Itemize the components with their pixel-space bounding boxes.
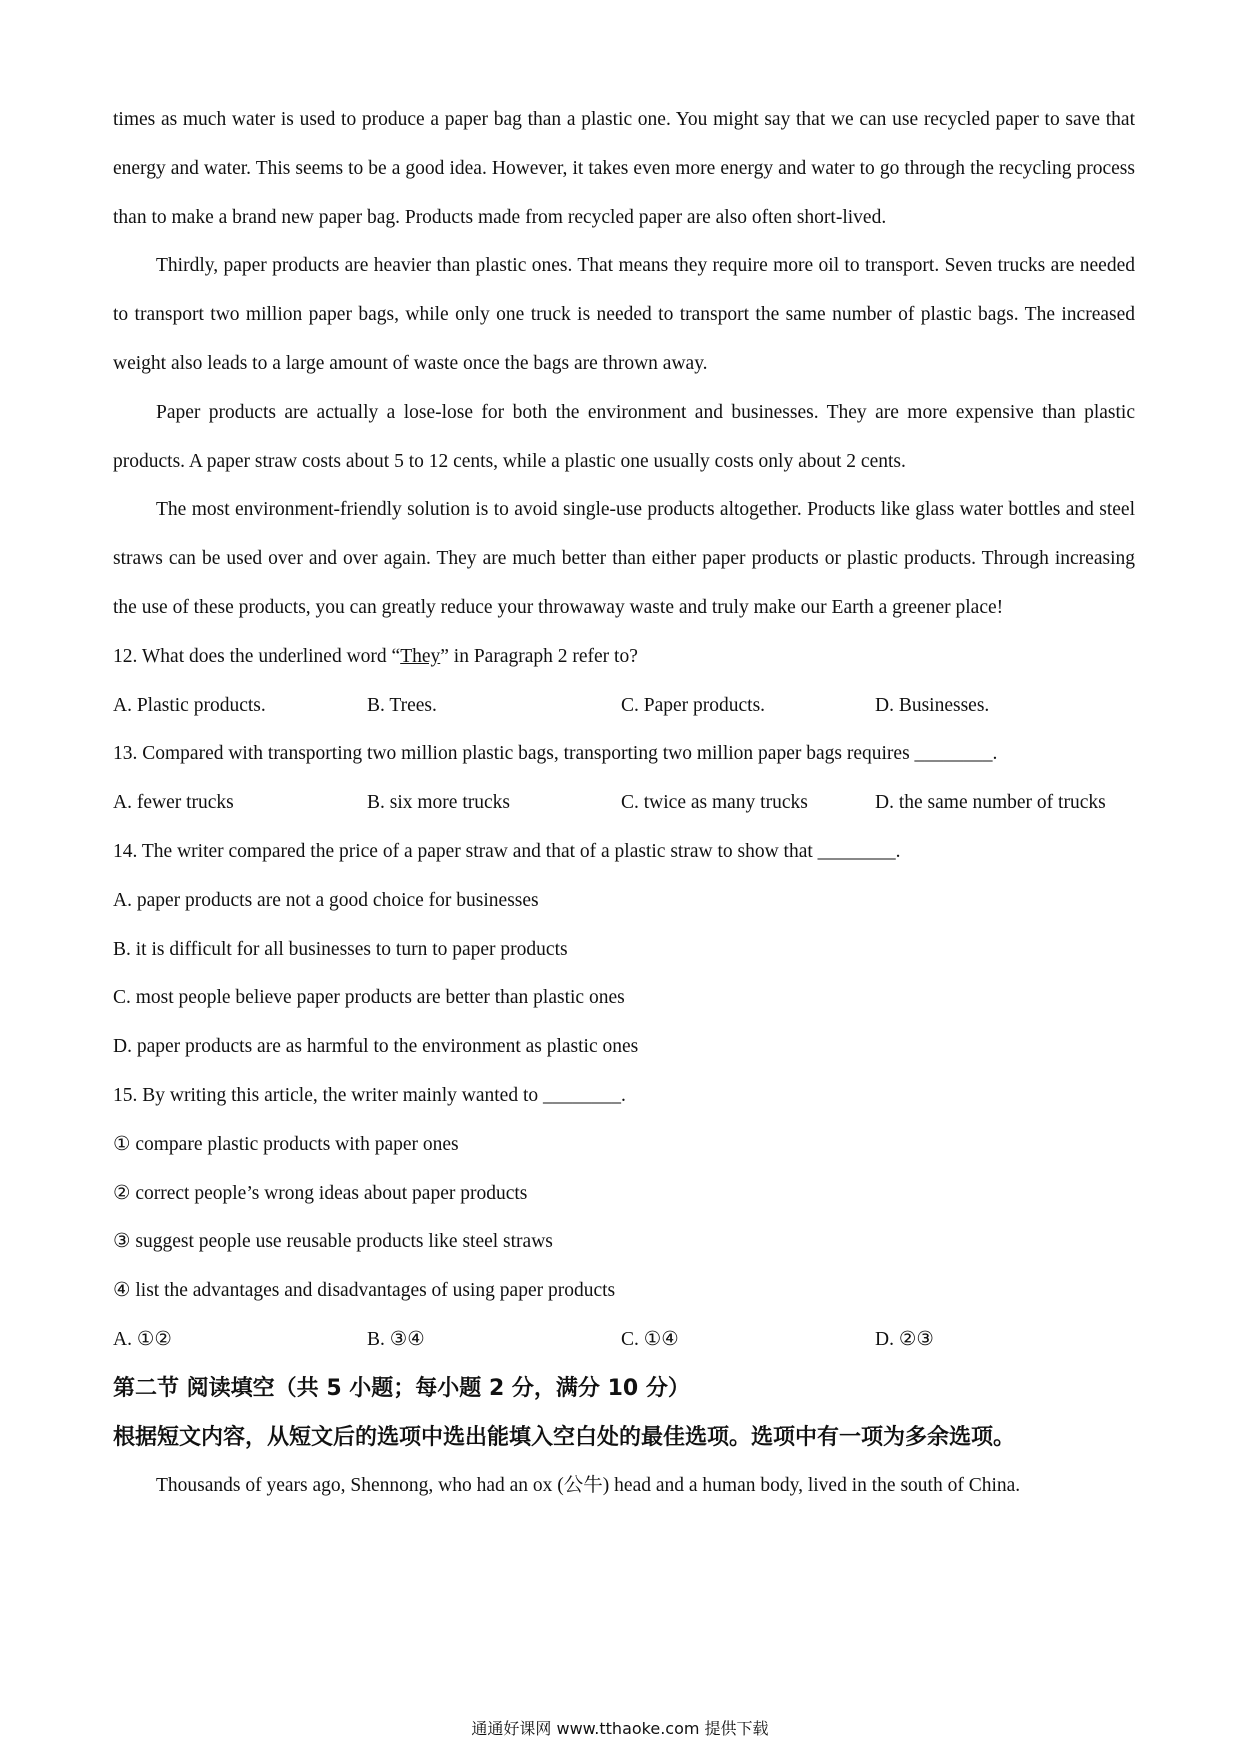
option-d: D. paper products are as harmful to the environment as plastic ones [113,1036,639,1058]
option-a: A. Plastic products. [113,694,266,716]
option-c: C. ①④ [621,1328,679,1350]
option-d: D. ②③ [875,1328,934,1350]
option-b: B. six more trucks [367,792,510,814]
section-passage-start: Thousands of years ago, Shennong, who had an ox (公牛) head and a human body, lived in the south of China. [156,1475,1021,1497]
statement-item-1: ① compare plastic products with paper ones [113,1133,459,1155]
option-d: D. the same number of trucks [875,792,1106,814]
option-d: D. Businesses. [875,694,990,716]
question-12-stem [113,633,1135,682]
option-b: B. Trees. [367,694,437,716]
option-b: B. ③④ [367,1328,425,1350]
question-15-options [113,1316,1135,1365]
question-13-options [113,779,1135,828]
exam-page [113,96,1135,1511]
question-12-stem-pre: 12. What does the underlined word “ [113,645,401,667]
passage-paragraph-1: times as much water is used to produce a paper bag than a plastic one. You might say that we can use recycled paper to save that energy and water. This seems to be a good idea. However, it takes even more energy and water to go through the recycling process than to make a brand new paper bag. Products made from recycled paper are also often short-lived. [113,109,1135,228]
question-12-options [113,682,1135,731]
question-13-stem: 13. Compared with transporting two million plastic bags, transporting two million paper bags requires ________. [113,743,998,765]
option-a: A. paper products are not a good choice for businesses [113,889,539,911]
option-c: C. twice as many trucks [621,792,808,814]
option-a: A. ①② [113,1328,172,1350]
statement-item-3: ③ suggest people use reusable products like steel straws [113,1231,553,1253]
option-b: B. it is difficult for all businesses to turn to paper products [113,938,568,960]
option-c: C. most people believe paper products are better than plastic ones [113,987,625,1009]
statement-item-2: ② correct people’s wrong ideas about paper products [113,1182,528,1204]
option-a: A. fewer trucks [113,792,234,814]
section-instruction: 根据短文内容，从短文后的选项中选出能填入空白处的最佳选项。选项中有一项为多余选项。 [113,1424,1016,1450]
page-footer: 通通好课网 www.tthaoke.com 提供下载 [471,1719,769,1738]
passage-paragraph-4: The most environment-friendly solution is to avoid single-use products altogether. Products like glass water bottles and steel straws can be used over and over again. They are much better than either paper products or plastic products. Through increasing the use of these products, you can greatly reduce your throwaway waste and truly make our Earth a greener place! [113,499,1135,618]
question-14-stem: 14. The writer compared the price of a paper straw and that of a plastic straw to show that ________. [113,840,901,862]
underlined-word: They [400,645,441,667]
passage-paragraph-3: Paper products are actually a lose-lose for both the environment and businesses. They are more expensive than plastic products. A paper straw costs about 5 to 12 cents, while a plastic one usually costs only about 2 cents. [113,401,1135,472]
question-12-stem-post: ” in Paragraph 2 refer to? [440,645,638,667]
statement-item-4: ④ list the advantages and disadvantages of using paper products [113,1280,616,1302]
section-heading: 第二节 阅读填空（共 5 小题；每小题 2 分，满分 10 分） [113,1375,690,1401]
option-c: C. Paper products. [621,694,766,716]
question-15-stem: 15. By writing this article, the writer mainly wanted to ________. [113,1084,626,1106]
passage-paragraph-2: Thirdly, paper products are heavier than plastic ones. That means they require more oil to transport. Seven trucks are needed to transport two million paper bags, while only one truck is needed to transport the same number of plastic bags. The increased weight also leads to a large amount of waste once the bags are thrown away. [113,255,1135,374]
